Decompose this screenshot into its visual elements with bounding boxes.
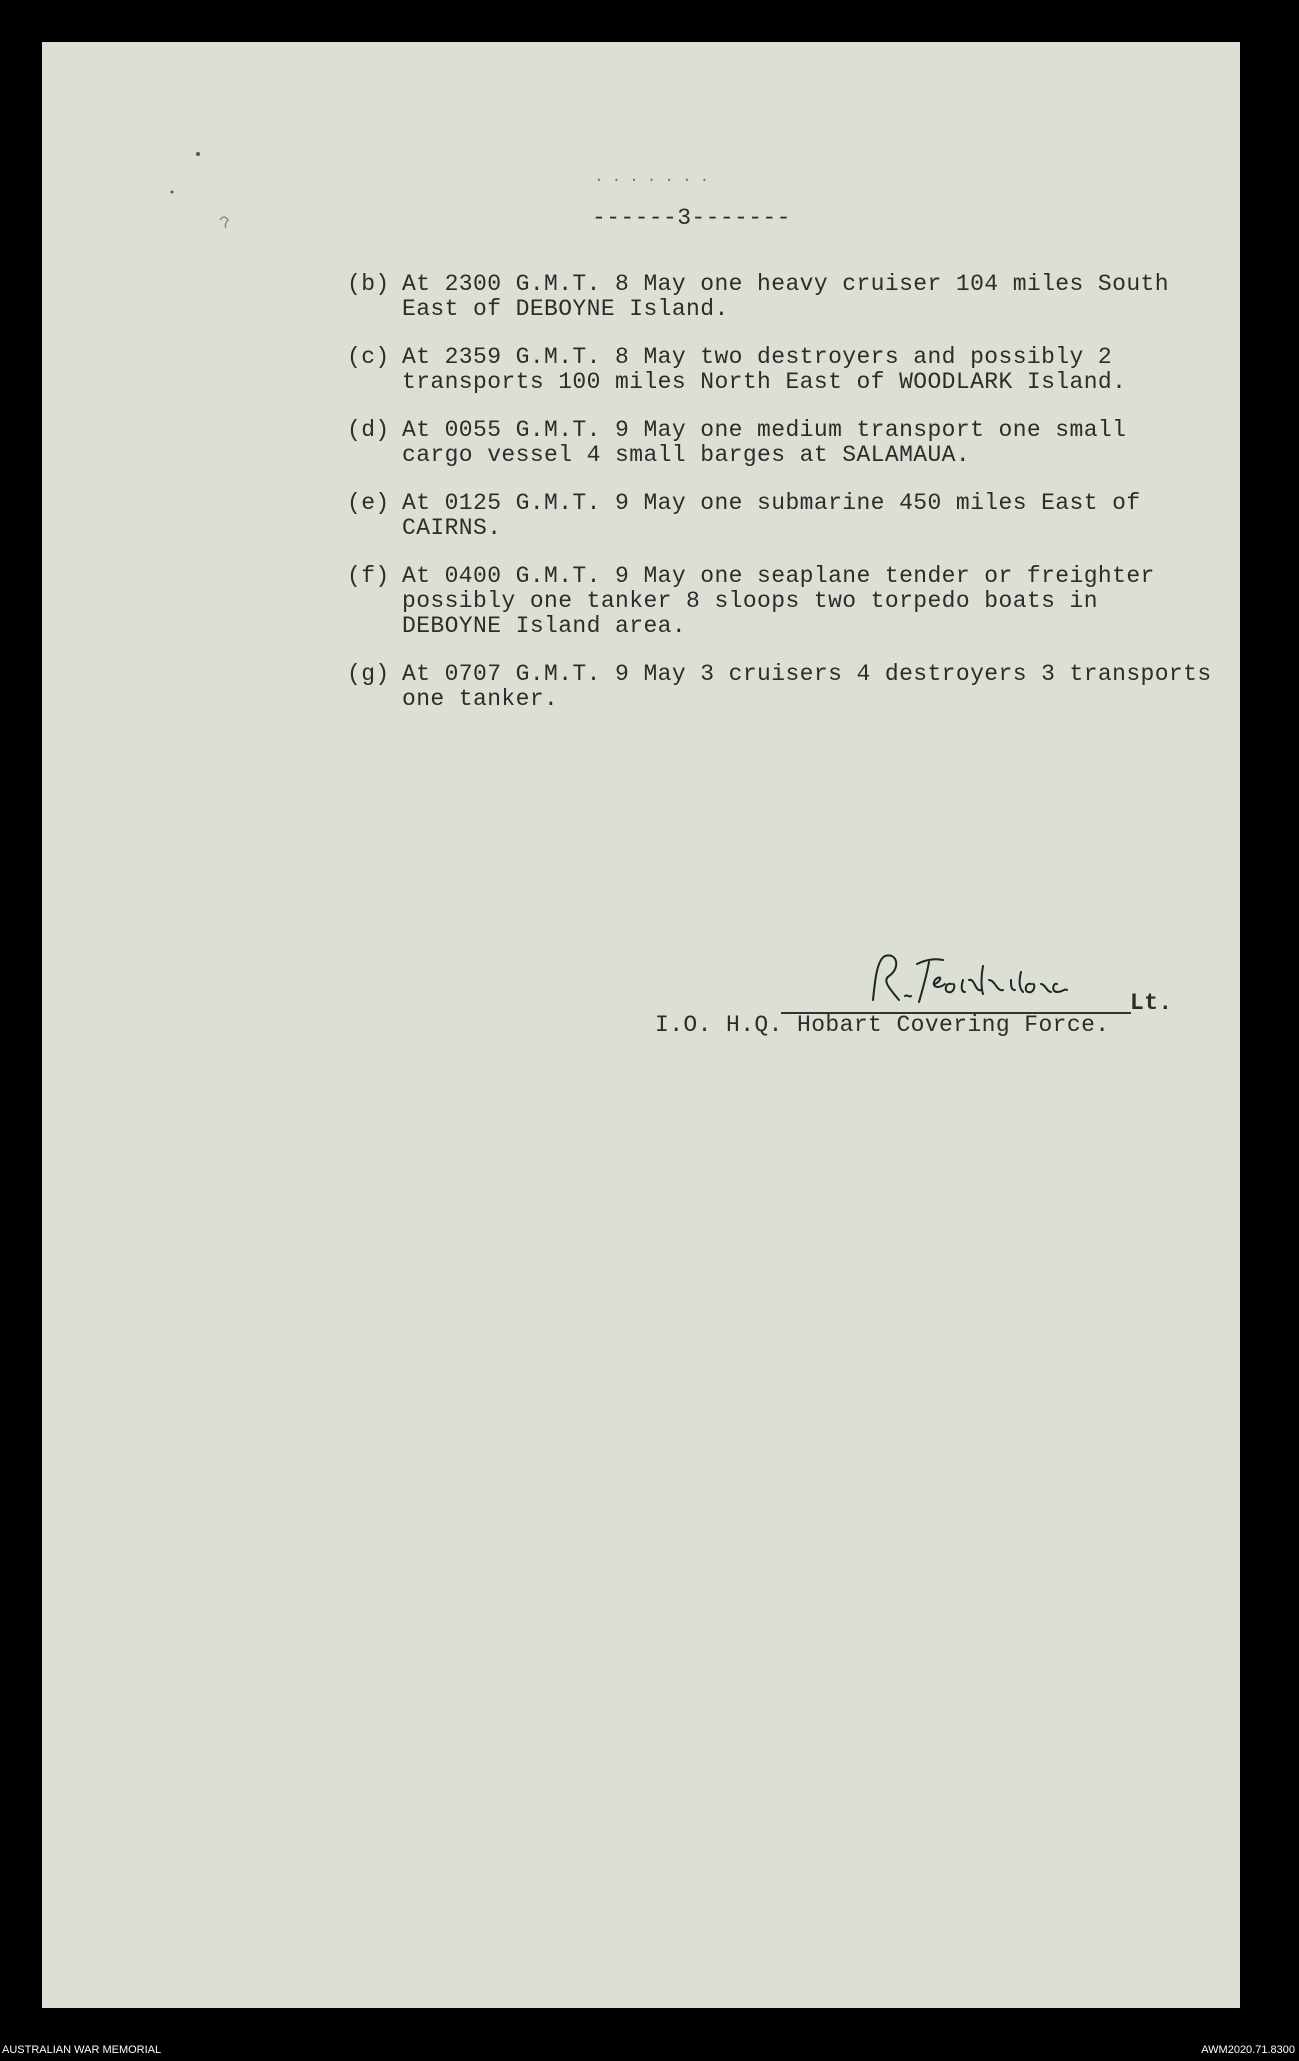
- entry-text: At 0125 G.M.T. 9 May one submarine 450 miles East of CAIRNS.: [402, 490, 1141, 541]
- entry-g: [347, 662, 1227, 712]
- entry-text: At 0400 G.M.T. 9 May one seaplane tender or freighter possibly one tanker 8 sloops two torpedo boats in DEBOYNE Island area.: [402, 563, 1155, 639]
- entry-text: At 2300 G.M.T. 8 May one heavy cruiser 104 miles South East of DEBOYNE Island.: [402, 271, 1169, 322]
- entry-e: [347, 491, 1227, 541]
- entry-letter: (f): [347, 563, 390, 589]
- entry-d: [347, 418, 1227, 468]
- entry-letter: (e): [347, 490, 390, 516]
- entry-c: [347, 345, 1227, 395]
- page-dots: .......: [594, 168, 718, 186]
- entry-letter: (g): [347, 661, 390, 687]
- entry-text: At 2359 G.M.T. 8 May two destroyers and possibly 2 transports 100 miles North East of WOODLARK Island.: [402, 344, 1127, 395]
- footer-accession-number: AWM2020.71.8300: [1201, 2044, 1295, 2056]
- entry-b: [347, 272, 1227, 322]
- entry-list: [347, 272, 1227, 735]
- entry-f: [347, 564, 1227, 639]
- entry-letter: (c): [347, 344, 390, 370]
- entry-letter: (d): [347, 417, 390, 443]
- page-number: ------3-------: [592, 205, 791, 231]
- handwritten-signature: [865, 950, 1135, 1010]
- footer-institution: AUSTRALIAN WAR MEMORIAL: [2, 2044, 162, 2056]
- entry-letter: (b): [347, 271, 390, 297]
- paper-marks: [162, 142, 252, 262]
- entry-text: At 0707 G.M.T. 9 May 3 cruisers 4 destroyers 3 transports one tanker.: [402, 661, 1212, 712]
- entry-text: At 0055 G.M.T. 9 May one medium transport one small cargo vessel 4 small barges at SALAMAUA.: [402, 417, 1127, 468]
- signatory-rank: Lt.: [1130, 990, 1173, 1016]
- signatory-caption: I.O. H.Q. Hobart Covering Force.: [655, 1012, 1110, 1038]
